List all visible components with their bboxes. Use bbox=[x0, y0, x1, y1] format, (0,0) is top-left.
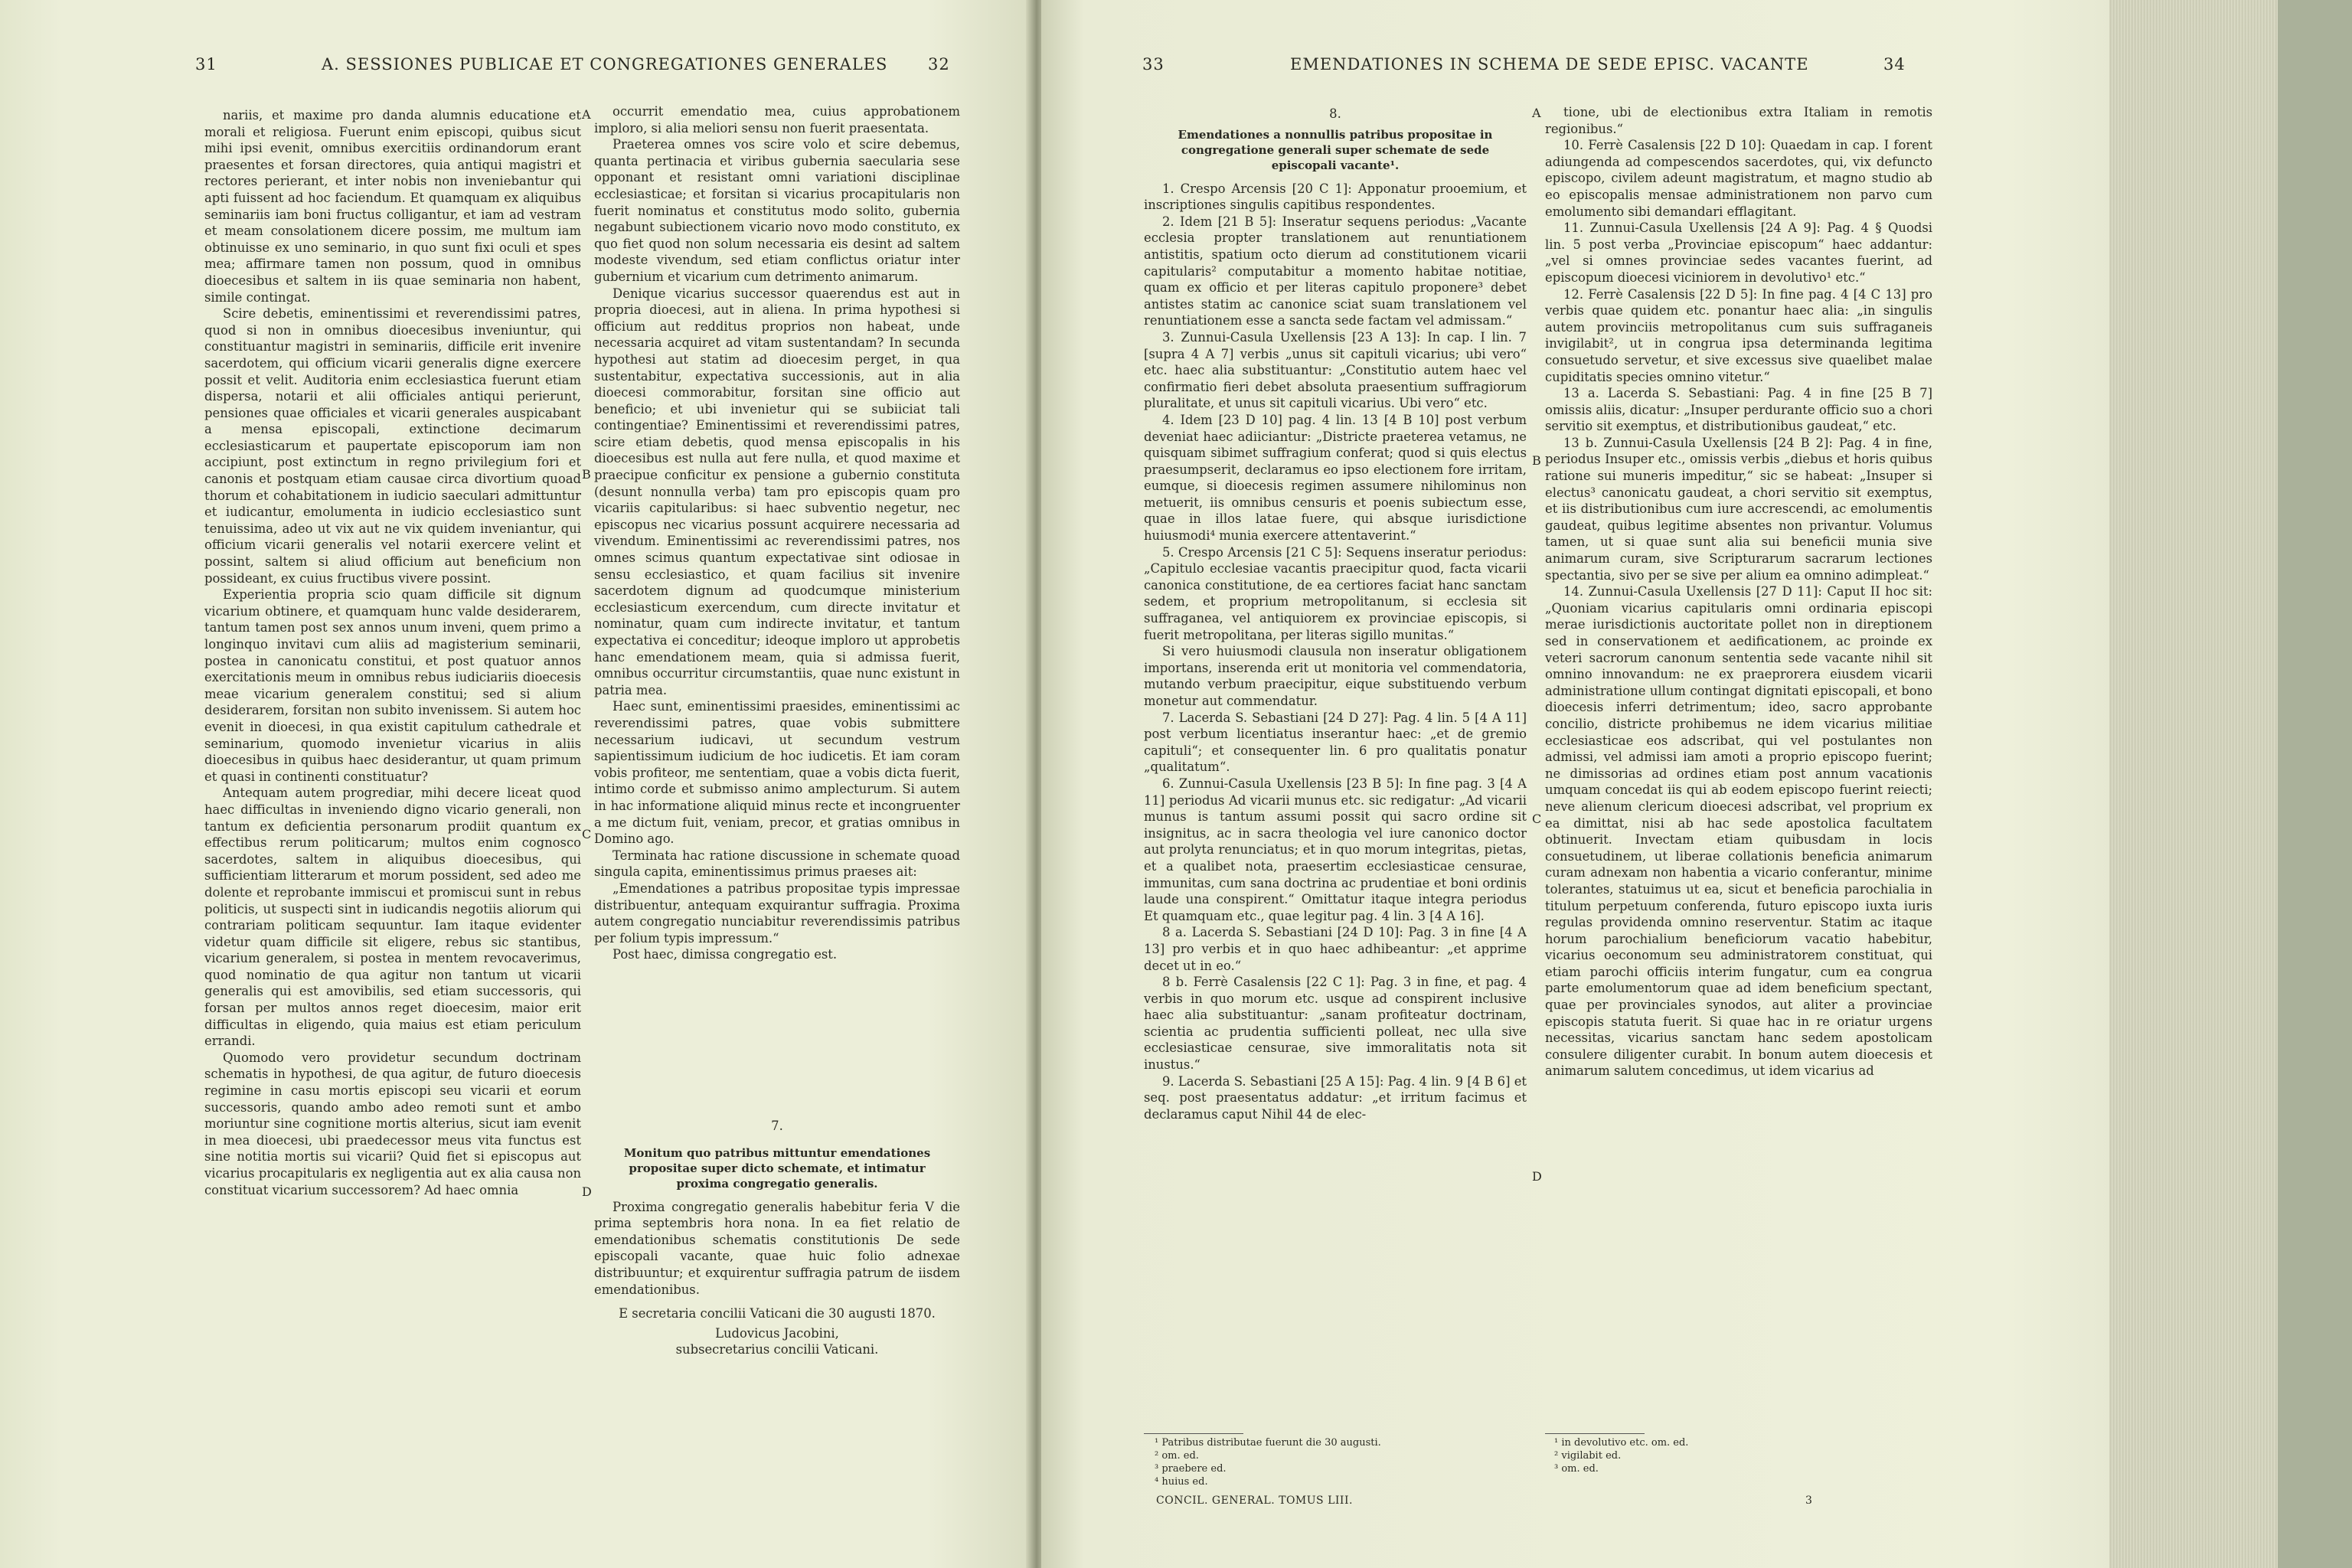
paragraph: Post haec, dimissa congregatio est. bbox=[612, 947, 838, 962]
paragraph: 11. Zunnui-Casula Uxellensis [24 A 9]: Pag. 4 § Quodsi lin. 5 post verba „Provinciae episcopum“ haec addantur: „vel si omnes provinciae sedes vacantes fuerint, ad episcopum dioecesi viciniorem in devolutivo¹ etc.“ bbox=[1545, 220, 1932, 285]
paragraph: Antequam autem progrediar, mihi decere liceat quod haec difficultas in inveniendo digno vicario generali, non tantum ex deficientia personarum prodiit quantum ex effectibus rerum politicarum; multos enim cognosco sacerdotes, saltem in aliquibus dioecesibus, qui sufficientiam litterarum et morum possident, sed adeo me dolente et reprobante immiscui et promiscui sunt in rebus politicis, ut suspecti sint in iudicandis negotiis aliorum qui contrariam politicam sequuntur. Iam itaque evidenter videtur quam difficile sit eligere, rebus sic stantibus, vicarium generalem, si postea in mentem revocaverimus, quod nominatio de qua agitur non tantum ut vicarii generalis qui est amovibilis, sed etiam successoris, qui forsan per multos annos reget dioecesim, maior erit difficultas in eligendo, quia maius est etiam periculum errandi. bbox=[204, 786, 581, 1049]
signature-line: CONCIL. GENERAL. TOMUS LIII. bbox=[1156, 1494, 1353, 1507]
margin-marker-a: A bbox=[582, 107, 591, 122]
right-column-a bbox=[1144, 106, 1527, 1122]
paragraph: Quomodo vero providetur secundum doctrinam schematis in hypothesi, de qua agitur, de futuro dioecesis regimine in casu mortis episcopi seu vicarii et eorum successoris, quando ambo adeo remoti sunt et ambo moriuntur sine cognitione mortis alterius, sicut iam evenit in mea dioecesi, ubi praedecessor meus vita functus est sine notitia mortis sui vicarii? Quid fiet si episcopus aut vicarius procapitularis ex negligentia aut ex alia causa non constituat vicarium successorem? Ad haec omnia bbox=[204, 1050, 581, 1197]
paragraph: 3. Zunnui-Casula Uxellensis [23 A 13]: In cap. I lin. 7 [supra 4 A 7] verbis „unus sit capituli vicarius; ubi vero“ etc. haec alia substituantur: „Constitutio autem haec vel confirmatio fieri debet absoluta praesentium suffragiorum pluralitate, et unus sit capituli vicarius. Ubi vero“ etc. bbox=[1144, 329, 1527, 411]
section-7 bbox=[594, 1118, 960, 1358]
paragraph: Scire debetis, eminentissimi et reverendissimi patres, quod si non in omnibus dioecesibus inveniuntur, qui constituantur magistri in seminariis, difficile erit invenire sacerdotem, qui officium vicarii generalis digne exercere possit et velit. Auditoria enim ecclesiastica fuerunt etiam dispersa, notarii et alii officiales antiqui perierunt, pensiones quae officiales et vicarii generales auspicabant a mensa episcopali, extinctione decimarum ecclesiasticarum et paupertate episcoporum iam non accipiunt, post extinctum in regno privilegium fori et canonis et postquam etiam causae circa divortium quoad thorum et cohabitationem in iudicio saeculari admittuntur et iudicantur, emolumenta in iudicio ecclesiastico sunt tenuissima, adeo ut vix aut ne vix quidem inveniantur, qui officium vicarii generalis vel notarii exercere velint et possint, saltem si aliud officium aut beneficium non possideant, ex cuius fructibus vivere possint. bbox=[204, 306, 581, 586]
section-8-number: 8. bbox=[1329, 106, 1341, 121]
footnote: ² vigilabit ed. bbox=[1554, 1450, 1622, 1462]
paragraph: 1. Crespo Arcensis [20 C 1]: Apponatur prooemium, et inscriptiones singulis capitibus respondentes. bbox=[1144, 181, 1527, 213]
running-heading-left: A. SESSIONES PUBLICAE ET CONGREGATIONES GENERALES bbox=[322, 55, 888, 74]
page-fore-edge bbox=[2109, 0, 2278, 1568]
paragraph: 4. Idem [23 D 10] pag. 4 lin. 13 [4 B 10] post verbum deveniat haec adiiciantur: „Districte praeterea vetamus, ne quisquam sibimet suffragium conferat; quod si quis electus praesumpserit, declaramus eo ipso electionem fore irritam, eumque, si dioecesis regimen assumere nihilominus non metuerit, iis omnibus censuris et poenis subiectum esse, quae in illos latae fuere, qui absque iurisdictione huiusmodi⁴ munia exercere attentaverint.“ bbox=[1144, 412, 1527, 544]
margin-marker-b: B bbox=[1532, 453, 1541, 468]
footnote: ¹ in devolutivo etc. om. ed. bbox=[1554, 1437, 1689, 1449]
running-heading-right: EMENDATIONES IN SCHEMA DE SEDE EPISC. VACANTE bbox=[1290, 55, 1809, 74]
paragraph: 14. Zunnui-Casula Uxellensis [27 D 11]: Caput II hoc sit: „Quoniam vicarius capitularis omni ordinaria episcopi merae iurisdictionis auctoritate pollet non in direptionem sed in conservationem et aedificationem, ac proinde ex veteri sacrorum canonum sententia sede vacante nihil sit omnino innovandum: ne ex praeprorera eiusdem vicarii administratione ullum contingat dignitati episcopali, et bono dioecesis inferri detrimentum; ideo, sacro approbante concilio, districte prohibemus ne idem vicarius militiae ecclesiasticae eos adscribat, qui vel postulantes non admissi, vel admissi iam amoti a proprio episcopo fuerint; ne dimissorias ad ordines etiam post annum vacationis umquam concedat iis qui ab eodem episcopo fuerint reiecti; neve alienum clericum dioecesi adscribat, vel proprium ex ea dimittat, nisi ab hac sede apostolica facultatem obtinuerit. Invectam etiam quibusdam in locis consuetudinem, ut liberae collationis beneficia animarum curam adnexam non habentia a vicario conferantur, minime tolerantes, statuimus ut ea, sicut et beneficia parochialia in titulum perpetuum conferenda, futuro episcopo iuxta iuris regulas providenda omnino reserventur. Statim ac itaque horum parochialium beneficiorum vacatio habebitur, vicarius oeconomum seu administratorem constituat, qui etiam parochi officiis interim fungatur, cum ea congrua parte emolumentorum quae ad idem beneficium spectant, quae per provinciales synodos, aut aliter a provinciae episcopis statuta fuerit. Si quae hac in re oriatur urgens necessitas, vicarius sanctam hanc sedem apostolicam consulere diligenter curabit. In bonum autem dioecesis et animarum salutem concedimus, ut idem vicarius ad bbox=[1545, 584, 1932, 1079]
paragraph: 7. Lacerda S. Sebastiani [24 D 27]: Pag. 4 lin. 5 [4 A 11] post verbum licentiatus inserantur haec: „et de gremio capituli“; et consequenter lin. 6 pro qualitatis ponatur „qualitatum“. bbox=[1144, 710, 1527, 775]
paragraph: Experientia propria scio quam difficile sit dignum vicarium obtinere, et quamquam hunc valde desiderarem, tantum tamen post sex annos unum inveni, quem primo a longinquo invitavi cum aliis ad magisterium seminarii, postea in canonicatu constitui, et post quatuor annos exercitationis meum in omnibus rebus iudiciariis dioecesis meae vicarium generalem constitui; sed si alium desiderarem, forsitan non subito invenissem. Si autem hoc evenit in dioecesi, in qua existit capitulum cathedrale et seminarium, quomodo invenietur vicarius in aliis dioecesibus in quibus haec desiderantur, ut quam primum et quasi in continenti constituatur? bbox=[204, 587, 581, 784]
paragraph: occurrit emendatio mea, cuius approbationem imploro, si alia meliori sensu non fuerit praesentata. bbox=[594, 104, 960, 136]
footnotes-b bbox=[1554, 1436, 1922, 1475]
paragraph: Haec sunt, eminentissimi praesides, eminentissimi ac reverendissimi patres, quae vobis submittere necessarium iudicavi, ut secundum vestrum sapientissimum iudicium de hoc iudicetis. Et iam coram vobis profiteor, me sententiam, quae a vobis dicta fuerit, intimo corde et submisso animo amplecturum. Si autem in hac informatione aliquid minus recte et incongruenter a me dictum fuit, veniam, precor, et gratias omnibus in Domino ago. bbox=[594, 699, 960, 847]
section-7-title: Monitum quo patribus mittuntur emendationes propositae super dicto schemate, et intimatur proxima congregatio generalis. bbox=[623, 1145, 931, 1191]
paragraph: 8 b. Ferrè Casalensis [22 C 1]: Pag. 3 in fine, et pag. 4 verbis in quo morum etc. usque ad conspirent inclusive haec alia substituantur: „sanam profiteatur doctrinam, scientia ac prudentia sufficienti polleat, nec ulla sive ecclesiasticae censurae, sive immoralitatis nota sit inustus.“ bbox=[1144, 975, 1527, 1073]
paragraph: Terminata hac ratione discussione in schemate quoad singula capita, eminentissimus primus praeses ait: bbox=[594, 848, 960, 880]
left-page bbox=[0, 0, 1030, 1568]
paragraph: 5. Crespo Arcensis [21 C 5]: Sequens inseratur periodus: „Capitulo ecclesiae vacantis praecipitur quod, facta vicarii canonica constitutione, de ea certiores faciat hanc sanctam sedem, et proprium metropolitanum, si ecclesia sit suffraganea, vel antiquiorem ex provinciae episcopis, si fuerit metropolitana, per literas sigillo munitas.“ bbox=[1144, 544, 1527, 642]
paragraph: 9. Lacerda S. Sebastiani [25 A 15]: Pag. 4 lin. 9 [4 B 6] et seq. post praesentatus addatur: „et irritum facimus et declaramus caput Nihil 44 de elec- bbox=[1144, 1073, 1527, 1122]
left-column-b bbox=[594, 103, 960, 963]
section-8-title: Emendationes a nonnullis patribus propositae in congregatione generali super schemate de sede episcopali vacante¹. bbox=[1178, 127, 1493, 172]
section-7-text: Proxima congregatio generalis habebitur feria V die prima septembris hora nona. In ea fiet relatio de emendationibus schematis constitutionis De sede episcopali vacante, quae huic folio adnexae distribuuntur; et exquirentur suffragia patrum de iisdem emendationibus. bbox=[594, 1199, 960, 1297]
footnote: ⁴ huius ed. bbox=[1155, 1476, 1208, 1488]
dateline: E secretaria concilii Vaticani die 30 augusti 1870. bbox=[619, 1306, 936, 1321]
footnote-rule-a bbox=[1144, 1433, 1243, 1434]
margin-marker-d: D bbox=[582, 1184, 592, 1199]
footnote: ³ praebere ed. bbox=[1155, 1463, 1227, 1475]
paragraph: 2. Idem [21 B 5]: Inseratur sequens periodus: „Vacante ecclesia propter translationem aut renuntiationem antistitis, spatium octo dierum ad constitutionem vicarii capitularis² computabitur a momento habitae notitiae, quam ex officio et per literas capitulo proponere³ debet antistes statim ac canonice sciat suam translationem vel renuntiationem esse a sancta sede factam vel admissam.“ bbox=[1144, 214, 1527, 328]
signature-title: subsecretarius concilii Vaticani. bbox=[675, 1342, 879, 1357]
background-surface bbox=[2278, 0, 2352, 1568]
paragraph: 12. Ferrè Casalensis [22 D 5]: In fine pag. 4 [4 C 13] pro verbis quae quidem etc. ponantur haec alia: „in singulis autem provinciis metropolitanus cum suis suffraganeis invigilabit², ut in congrua ipsa determinanda legitima consuetudo servetur, et sive excessus sive quaelibet malae cupiditatis species omnino vitetur.“ bbox=[1545, 286, 1932, 384]
paragraph: Praeterea omnes vos scire volo et scire debemus, quanta pertinacia et viribus gubernia saecularia sese opponant et resistant omni variationi disciplinae ecclesiasticae; et forsitan si vicarius procapitularis non fuerit nominatus et constitutus modo solito, gubernia negabunt subiectionem vicario novo modo constituto, ex quo fiet quod non solum necessaria eis desint ad saltem modeste vivendum, sed etiam conflictus oriatur inter gubernium et vicarium cum detrimento animarum. bbox=[594, 137, 960, 284]
column-number-33: 33 bbox=[1142, 55, 1165, 74]
margin-marker-c: C bbox=[582, 827, 592, 841]
paragraph: Denique vicarius successor quaerendus est aut in propria dioecesi, aut in aliena. In prima hypothesi si officium aut redditus proprios non habeat, unde necessaria acquiret ad vitam sustentandam? In secunda hypothesi aut statim ad dioecesim perget, in qua sustentabitur, expectativa successionis, aut in alia dioecesi commorabitur, forsitan sine officio aut beneficio; et ubi invenietur qui se subiiciat tali contingentiae? Eminentissimi et reverendissimi patres, scire etiam debetis, quod mensa episcopalis in his dioecesibus est nulla aut fere nulla, et quod maxime et praecipue conficitur ex pensione a gubernio constituta (desunt nonnulla verba) tam pro episcopis quam pro vicariis capitularibus: si haec subventio negetur, nec episcopus nec vicarius possunt acquirere necessaria ad vivendum. Eminentissimi ac reverendissimi patres, nos omnes scimus quantum expectativae sint odiosae in sensu ecclesiastico, et quam facilius sit invenire sacerdotem dignum ad quodcumque ministerium ecclesiasticum exercendum, cum directe invitatur et nominatur, quam cum indirecte invitatur, et tantum expectativa ei conceditur; ideoque imploro ut approbetis hanc emendationem meam, quia si admissa fuerit, omnibus occurritur circumstantiis, quae nunc existunt in patria mea. bbox=[594, 286, 960, 697]
paragraph: 8 a. Lacerda S. Sebastiani [24 D 10]: Pag. 3 in fine [4 A 13] pro verbis et in quo haec adhibeantur: „et apprime decet ut in eo.“ bbox=[1144, 925, 1527, 973]
paragraph: 6. Zunnui-Casula Uxellensis [23 B 5]: In fine pag. 3 [4 A 11] periodus Ad vicarii munus etc. sic redigatur: „Ad vicarii munus is tantum assumi possit qui sacro ordine sit insignitus, ac in sacra theologia vel iure canonico doctor aut prolyta renunciatus; et in quo morum integritas, pietas, et a qualibet nota, praesertim ecclesiasticae censurae, immunitas, cum sana doctrina ac prudentiae et boni ordinis laude una conspirent.“ Omittatur itaque integra periodus Et quamquam etc., quae legitur pag. 4 lin. 3 [4 A 16]. bbox=[1144, 776, 1527, 923]
signature-mark: 3 bbox=[1805, 1494, 1812, 1507]
right-column-a-text bbox=[1144, 181, 1527, 1123]
footnote: ¹ Patribus distributae fuerunt die 30 augusti. bbox=[1155, 1437, 1381, 1449]
paragraph: „Emendationes a patribus propositae typis impressae distribuentur, antequam exquirantur suffragia. Proxima autem congregatio nunciabitur reverendissimis patribus per folium typis impressum.“ bbox=[594, 880, 960, 946]
paragraph: Si vero huiusmodi clausula non inseratur obligationem importans, inserenda erit ut monitoria vel commendatoria, mutando verbum praecipitur, eique substituendo verbum monetur aut commendatur. bbox=[1144, 644, 1527, 708]
footnote: ² om. ed. bbox=[1155, 1450, 1199, 1462]
column-number-32: 32 bbox=[928, 55, 950, 74]
footnotes-a bbox=[1155, 1436, 1522, 1488]
right-column-b bbox=[1545, 104, 1932, 1080]
left-column-a bbox=[204, 107, 581, 1198]
signature-name: Ludovicus Jacobini, bbox=[715, 1325, 839, 1341]
right-page bbox=[1041, 0, 2113, 1568]
margin-marker-d: D bbox=[1532, 1169, 1542, 1184]
paragraph: 13 a. Lacerda S. Sebastiani: Pag. 4 in fine [25 B 7] omissis aliis, dicatur: „Insuper perdurante officio suo a chori servitio sit exemptus, et distributionibus gaudeat,“ etc. bbox=[1545, 386, 1932, 434]
margin-marker-c: C bbox=[1532, 812, 1542, 826]
paragraph: 13 b. Zunnui-Casula Uxellensis [24 B 2]: Pag. 4 in fine, periodus Insuper etc., omissis verbis „diebus et horis quibus ratione sui muneris impeditur,“ sic se habeat: „Insuper si electus³ canonicatu gaudeat, a chori servitio sit exemptus, et iis distributionibus cum iure accrescendi, ac emolumentis gaudeat, quibus legitime absentes non privantur. Volumus tamen, ut si quae sunt alia sui beneficii munia sive animarum curam, sive Scripturarum sacrarum lectiones spectantia, sivo per se sive per alium ea omnino adimpleat.“ bbox=[1545, 435, 1932, 583]
paragraph: tione, ubi de electionibus extra Italiam in remotis regionibus.“ bbox=[1545, 105, 1932, 136]
margin-marker-a: A bbox=[1532, 106, 1541, 120]
column-number-31: 31 bbox=[195, 55, 217, 74]
column-number-34: 34 bbox=[1883, 55, 1906, 74]
paragraph: 10. Ferrè Casalensis [22 D 10]: Quaedam in cap. I forent adiungenda ad compescendos sacerdotes, qui, vix defuncto episcopo, civilem adeunt magistratum, et magno studio ab eo episcopalis mensae administrationem non parvo cum emolumento sibi demandari efflagitant. bbox=[1545, 138, 1932, 219]
footnote-rule-b bbox=[1545, 1433, 1645, 1434]
footnote: ³ om. ed. bbox=[1554, 1463, 1599, 1475]
margin-marker-b: B bbox=[582, 467, 591, 482]
paragraph: nariis, et maxime pro danda alumnis educatione et morali et religiosa. Fuerunt enim episcopi, quibus sicut mihi ipsi evenit, omnibus exercitiis ordinandorum erant praesentes et forsan directores, quia antiqui magistri et rectores perierant, et inter nobis non inveniebantur qui apti fuissent ad hoc faciendum. Et quamquam ex aliquibus seminariis iam boni fructus colligantur, et iam ad vestram et meam consolationem dicere possim, me multum iam obtinuisse ex uno seminario, in quo sunt fixi oculi et spes mea; affirmare tamen non possum, quod in omnibus dioecesibus et saltem in iis quae seminaria non habent, simile contingat. bbox=[204, 108, 581, 305]
section-7-number: 7. bbox=[771, 1119, 783, 1133]
